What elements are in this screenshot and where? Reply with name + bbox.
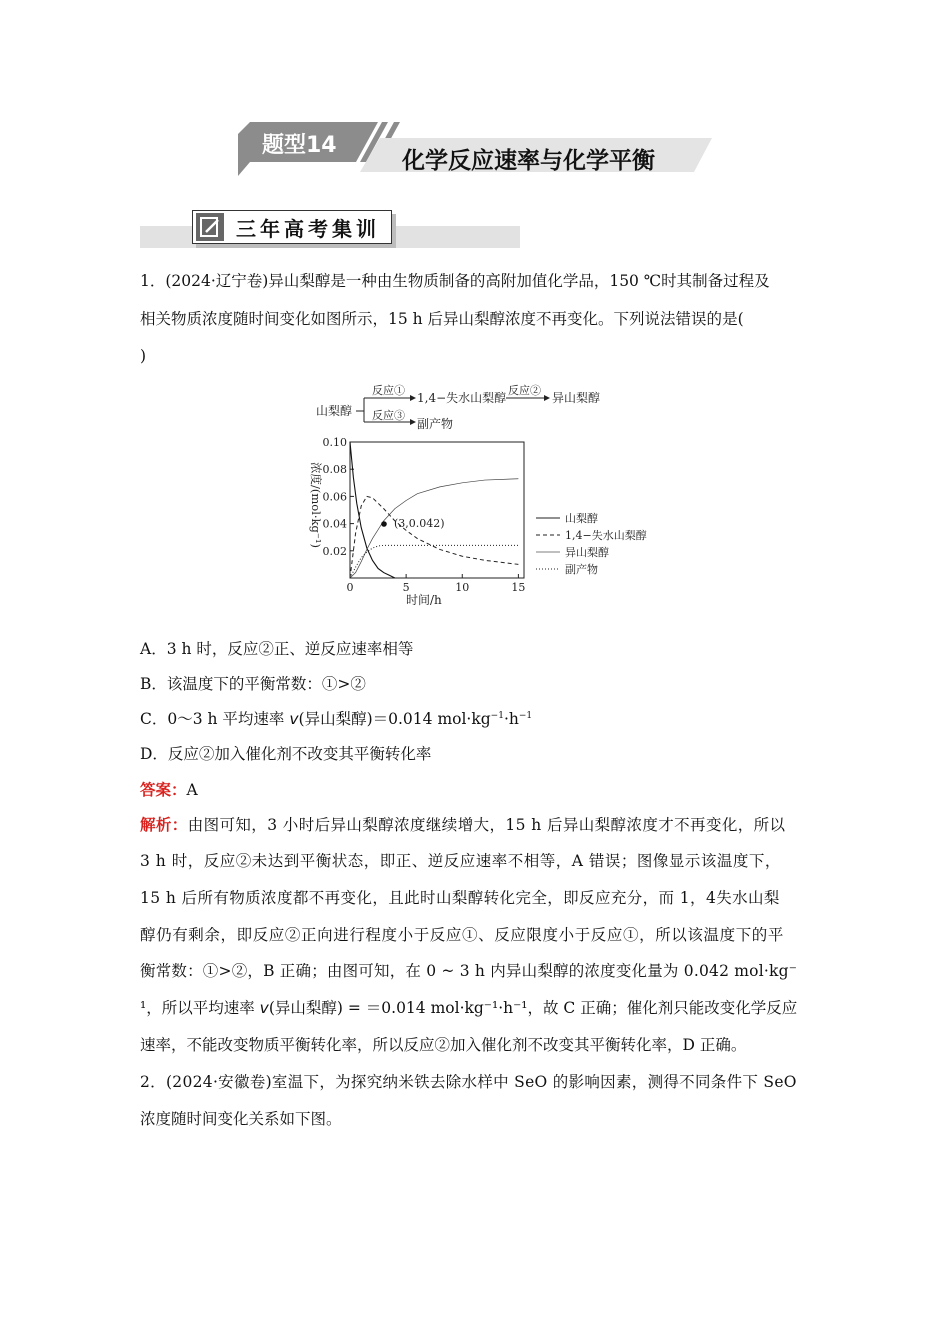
- analysis-line-7: 速率，不能改变物质平衡转化率，所以反应②加入催化剂不改变其平衡转化率，D 正确。: [140, 1036, 747, 1054]
- option-c: C．0～3 h 平均速率 v(异山梨醇)＝0.014 $mol\cdot kg^{-1}\cdot h^{-1}$: [140, 710, 533, 728]
- q1-line-1: 1．(2024·辽宁卷)异山梨醇是一种由生物质制备的高附加值化学品，150 ℃时其制备过程及: [140, 272, 770, 290]
- analysis-line-6: ¹，所以平均速率 v(异山梨醇) = ＝0.014 mol·kg⁻¹·h⁻¹，故 C 正确；催化剂只能改变化学反应: [140, 999, 798, 1017]
- y-axis-label: 浓度/(mol·kg⁻¹): [309, 462, 323, 549]
- answer-value: A: [186, 781, 198, 799]
- x-tick-label: 0: [346, 581, 354, 594]
- scheme-r1: 反应①: [372, 384, 405, 397]
- y-tick-label: 0.08: [322, 463, 347, 477]
- analysis-line-2: 3 h 时，反应②未达到平衡状态，即正、逆反应速率不相等，A 错误；图像显示该温度下，: [140, 852, 781, 870]
- title-tag: 题型14: [262, 133, 337, 158]
- q1-line-3: ): [140, 347, 147, 365]
- scheme-r3: 反应③: [372, 409, 405, 422]
- scheme-p3: 副产物: [417, 417, 454, 431]
- analysis-line-4: 醇仍有剩余，即反应②正向进行程度小于反应①、反应限度小于反应①，所以该温度下的平: [140, 926, 785, 944]
- y-tick-label: 0.02: [322, 544, 347, 558]
- legend-item: 异山梨醇: [565, 546, 609, 559]
- q2-line-2: 浓度随时间变化关系如下图。: [140, 1110, 342, 1128]
- x-tick-label: 15: [511, 581, 526, 594]
- x-axis-label: 时间/h: [406, 593, 442, 607]
- option-a: A．3 h 时，反应②正、逆反应速率相等: [140, 640, 414, 658]
- option-b: B．该温度下的平衡常数：①>②: [140, 675, 366, 693]
- series-line-1: [350, 496, 518, 578]
- legend: [536, 511, 647, 576]
- answer-label: 答案：: [140, 780, 187, 799]
- concentration-chart: [309, 436, 647, 607]
- answer-line: [140, 780, 198, 800]
- scheme-p2: 异山梨醇: [552, 391, 601, 405]
- analysis-line-5: 衡常数：①>②，B 正确；由图可知，在 0 ~ 3 h 内异山梨醇的浓度变化量为 0.042 mol·kg⁻: [140, 962, 798, 980]
- annotation-point: [381, 521, 387, 527]
- legend-item: 副产物: [565, 563, 598, 576]
- y-tick-label: 0.10: [322, 436, 347, 449]
- analysis-line-3: 15 h 后所有物质浓度都不再变化，且此时山梨醇转化完全，即反应充分，而 1，4失水山梨: [140, 889, 780, 907]
- series-line-3: [350, 545, 518, 578]
- scheme-reactant: 山梨醇: [316, 404, 353, 418]
- y-tick-label: 0.06: [322, 490, 347, 504]
- q1-line-2: 相关物质浓度随时间变化如图所示，15 h 后异山梨醇浓度不再变化。下列说法错误的是(: [140, 310, 744, 328]
- option-d: D．反应②加入催化剂不改变其平衡转化率: [140, 745, 432, 763]
- scheme-p1: 1,4−失水山梨醇: [417, 391, 507, 405]
- legend-item: 山梨醇: [565, 512, 598, 525]
- plot-frame: [350, 442, 524, 578]
- q1-figure: [300, 378, 670, 614]
- edit-icon: [196, 213, 224, 241]
- q2-line-1: 2．(2024·安徽卷)室温下，为探究纳米铁去除水样中 SeO 的影响因素，测得不同条件下 SeO: [140, 1073, 797, 1091]
- analysis-line-1: 解析：由图可知，3 小时后异山梨醇浓度继续增大，15 h 后异山梨醇浓度才不再变化，所以: [140, 815, 786, 834]
- page-title: 化学反应速率与化学平衡: [402, 148, 655, 174]
- legend-item: 1,4−失水山梨醇: [565, 529, 647, 542]
- scheme-r2: 反应②: [508, 384, 541, 397]
- y-tick-label: 0.04: [322, 517, 347, 531]
- series-line-0: [350, 442, 395, 578]
- x-tick-label: 5: [402, 581, 410, 594]
- section-title: 三年高考集训: [236, 217, 380, 241]
- analysis-label: 解析：: [140, 815, 188, 834]
- x-tick-label: 10: [455, 581, 470, 594]
- annotation-label: (3,0.042): [394, 517, 445, 530]
